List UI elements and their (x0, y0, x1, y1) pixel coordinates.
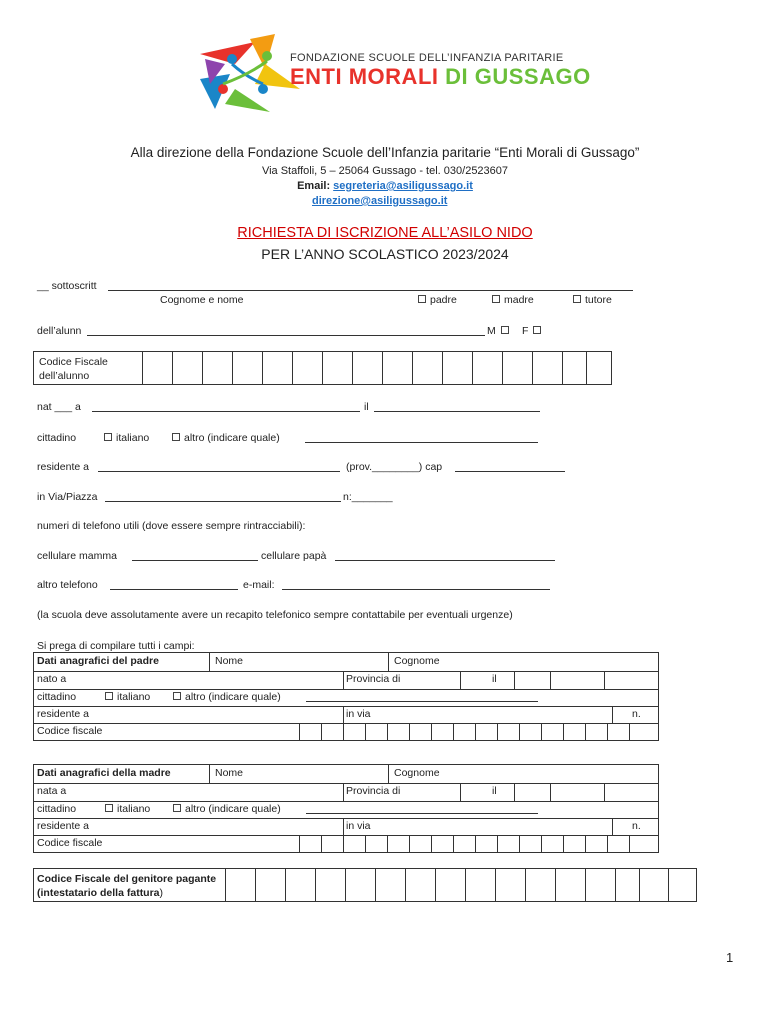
pagante-cf-cell[interactable] (668, 869, 669, 901)
italiano-label: italiano (116, 432, 150, 444)
pagante-label-2: (intestatario della fattura (37, 887, 160, 899)
nat-data-line[interactable] (374, 411, 540, 412)
madre-via-label: in via (346, 820, 371, 832)
altro-tel-label: altro telefono (37, 579, 98, 591)
madre-italiano-label: italiano (117, 803, 151, 815)
alunn-input-line[interactable] (87, 335, 485, 336)
madre-provincia-label: Provincia di (346, 785, 401, 797)
pagante-cf-cell[interactable] (225, 869, 226, 901)
padre-altro-checkbox[interactable] (173, 692, 181, 700)
madre-altro-line[interactable] (306, 813, 538, 814)
logo-enti-morali: ENTI MORALI (290, 64, 439, 89)
m-label: M (487, 325, 496, 337)
padre-italiano-checkbox[interactable] (105, 692, 113, 700)
cf-cell[interactable] (352, 352, 353, 384)
padre-nato-label: nato a (37, 673, 67, 685)
school-year: PER L’ANNO SCOLASTICO 2023/2024 (261, 246, 509, 262)
madre-residente-label: residente a (37, 820, 89, 832)
padre-via-label: in via (346, 708, 371, 720)
email-form-line[interactable] (282, 589, 550, 590)
madre-altro-checkbox[interactable] (173, 804, 181, 812)
padre-altro-label: altro (indicare quale) (185, 691, 281, 703)
cf-alunno-grid (33, 351, 612, 385)
cf-cell[interactable] (562, 352, 563, 384)
pagante-cf-cell[interactable] (345, 869, 346, 901)
cf-cell[interactable] (142, 352, 143, 384)
logo-line1: FONDAZIONE SCUOLE DELL’INFANZIA PARITARIE (290, 52, 564, 64)
logo-mark-icon (195, 34, 305, 114)
pagante-cf-cell[interactable] (435, 869, 436, 901)
pagante-cf-cell[interactable] (375, 869, 376, 901)
cf-cell[interactable] (442, 352, 443, 384)
madre-table (33, 764, 659, 853)
sottoscritt-label: __ sottoscritt (37, 280, 97, 292)
logo-di-gussago: DI GUSSAGO (445, 64, 591, 89)
cf-alunno-label-2: dell’alunno (39, 370, 90, 382)
madre-cittadino-label: cittadino (37, 803, 77, 815)
pagante-cf-cell[interactable] (585, 869, 586, 901)
nat-label: nat ___ a (37, 401, 81, 413)
prov-cap-label: (prov.________) cap (346, 461, 443, 473)
pagante-cf-cell[interactable] (285, 869, 286, 901)
tutore-label: tutore (585, 294, 612, 306)
cognome-nome-hint: Cognome e nome (160, 294, 244, 306)
email-direzione-link[interactable]: direzione@asiligussago.it (312, 195, 448, 207)
email-label: Email: (297, 180, 331, 192)
madre-cognome-label: Cognome (394, 767, 440, 779)
cittadino-label: cittadino (37, 432, 77, 444)
padre-table (33, 652, 659, 741)
urgenze-note: (la scuola deve assolutamente avere un recapito telefonico sempre contattabile per eventuali urgenze) (37, 609, 513, 621)
cell-papa-label: cellulare papà (261, 550, 327, 562)
tel-intro: numeri di telefono utili (dove essere sempre rintracciabili): (37, 520, 306, 532)
m-checkbox[interactable] (501, 326, 509, 334)
padre-cittadino-label: cittadino (37, 691, 77, 703)
il-label: il (364, 401, 369, 413)
cf-cell[interactable] (232, 352, 233, 384)
padre-label: padre (430, 294, 457, 306)
cf-cell[interactable] (502, 352, 503, 384)
madre-altro-label: altro (indicare quale) (185, 803, 281, 815)
residente-label: residente a (37, 461, 89, 473)
cell-papa-line[interactable] (335, 560, 555, 561)
altro-label: altro (indicare quale) (184, 432, 280, 444)
padre-il-label: il (492, 673, 497, 685)
pagante-cf-cell[interactable] (255, 869, 256, 901)
cell-mamma-line[interactable] (132, 560, 258, 561)
padre-italiano-label: italiano (117, 691, 151, 703)
madre-table-title: Dati anagrafici della madre (37, 767, 171, 779)
padre-cf-label: Codice fiscale (37, 725, 103, 737)
padre-residente-label: residente a (37, 708, 89, 720)
email-line (0, 180, 770, 192)
madre-cf-cells[interactable] (299, 835, 658, 853)
tutore-checkbox[interactable] (573, 295, 581, 303)
padre-cf-cells[interactable] (299, 723, 658, 741)
cf-cell[interactable] (292, 352, 293, 384)
altro-tel-line[interactable] (110, 589, 238, 590)
madre-il-label: il (492, 785, 497, 797)
nat-luogo-line[interactable] (92, 411, 360, 412)
pagante-cf-cell[interactable] (495, 869, 496, 901)
altro-checkbox[interactable] (172, 433, 180, 441)
pagante-cf-cell[interactable] (525, 869, 526, 901)
cf-cell[interactable] (586, 352, 587, 384)
email-segreteria-link[interactable]: segreteria@asiligussago.it (333, 180, 473, 192)
madre-cf-label: Codice fiscale (37, 837, 103, 849)
compilare-note: Si prega di compilare tutti i campi: (37, 640, 195, 652)
altro-cittadinanza-line[interactable] (305, 442, 538, 443)
padre-cognome-label: Cognome (394, 655, 440, 667)
pagante-cf-cell[interactable] (555, 869, 556, 901)
page-number: 1 (726, 950, 734, 965)
madre-checkbox[interactable] (492, 295, 500, 303)
pagante-cf-cell[interactable] (639, 869, 640, 901)
name-input-line[interactable] (108, 290, 633, 291)
cf-alunno-label-1: Codice Fiscale (39, 356, 108, 368)
padre-altro-line[interactable] (306, 701, 538, 702)
cf-cell[interactable] (382, 352, 383, 384)
pagante-cf-cell[interactable] (315, 869, 316, 901)
residente-line[interactable] (98, 471, 340, 472)
logo (195, 34, 591, 114)
pagante-cf-cell[interactable] (465, 869, 466, 901)
pagante-cf-cell[interactable] (405, 869, 406, 901)
madre-italiano-checkbox[interactable] (105, 804, 113, 812)
madre-nata-label: nata a (37, 785, 67, 797)
padre-n-label: n. (632, 708, 641, 720)
cf-cell[interactable] (202, 352, 203, 384)
cell-mamma-label: cellulare mamma (37, 550, 117, 562)
padre-nome-label: Nome (215, 655, 244, 667)
cf-cell[interactable] (322, 352, 323, 384)
madre-nome-label: Nome (215, 767, 244, 779)
civico-label: n:_______ (343, 491, 393, 503)
cap-line[interactable] (455, 471, 565, 472)
cf-cell[interactable] (532, 352, 533, 384)
cf-cell[interactable] (172, 352, 173, 384)
pagante-label-2-end: ) (159, 887, 164, 899)
pagante-cf-grid (33, 868, 697, 902)
padre-table-title: Dati anagrafici del padre (37, 655, 159, 667)
email-form-label: e-mail: (243, 579, 275, 591)
italiano-checkbox[interactable] (104, 433, 112, 441)
pagante-label-1: Codice Fiscale del genitore pagante (37, 873, 217, 885)
alunn-label: dell’alunn (37, 325, 82, 337)
cf-cell[interactable] (472, 352, 473, 384)
padre-provincia-label: Provincia di (346, 673, 401, 685)
padre-checkbox[interactable] (418, 295, 426, 303)
cf-cell[interactable] (412, 352, 413, 384)
f-checkbox[interactable] (533, 326, 541, 334)
f-label: F (522, 325, 529, 337)
form-title: RICHIESTA DI ISCRIZIONE ALL’ASILO NIDO (237, 225, 533, 241)
via-line[interactable] (105, 501, 341, 502)
pagante-cf-cell[interactable] (615, 869, 616, 901)
madre-label: madre (504, 294, 534, 306)
address-to: Alla direzione della Fondazione Scuole dell’Infanzia paritarie “Enti Morali di Gussago” (130, 145, 640, 160)
address-line: Via Staffoli, 5 – 25064 Gussago - tel. 030/2523607 (261, 165, 509, 177)
madre-n-label: n. (632, 820, 641, 832)
cf-cell[interactable] (262, 352, 263, 384)
via-label: in Via/Piazza (37, 491, 98, 503)
